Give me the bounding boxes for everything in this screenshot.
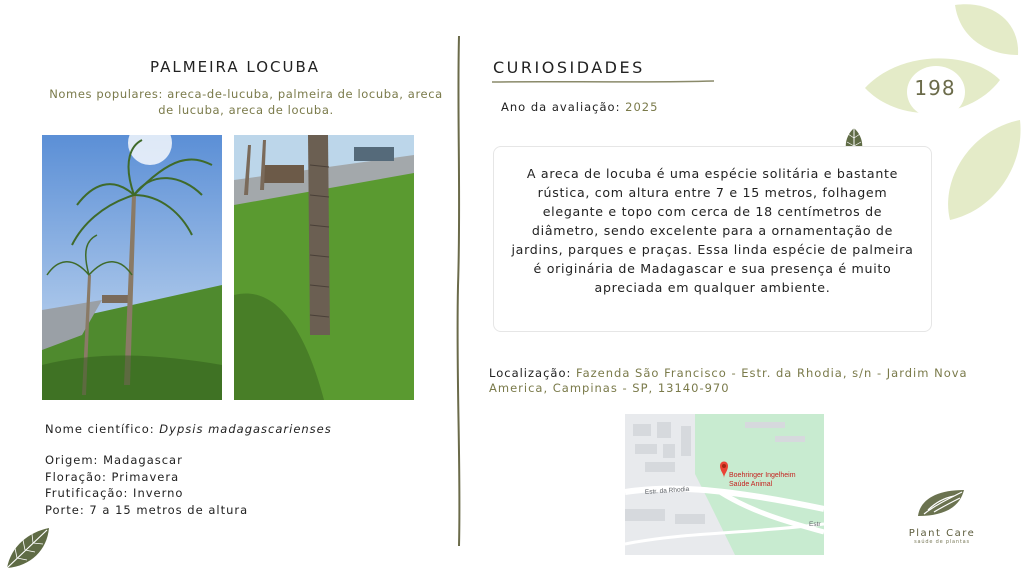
plant-size: Porte: 7 a 15 metros de altura [45, 503, 249, 517]
year-label: Ano da avaliação: [501, 100, 626, 114]
palm-photo-1 [42, 135, 222, 400]
popular-names: Nomes populares: areca-de-lucuba, palmeira de locuba, areca de lucuba, areca de locuba. [49, 87, 443, 117]
location [489, 366, 979, 396]
evaluation-year [501, 100, 658, 114]
leaf-icon [3, 526, 51, 572]
origin: Origem: Madagascar [45, 453, 183, 467]
plant-title: PALMEIRA LOCUBA [149, 58, 321, 76]
map-road-label-2: Estr [809, 521, 821, 528]
year-value: 2025 [625, 100, 659, 114]
brand-name: Plant Care [908, 528, 976, 539]
title-underline [492, 80, 714, 84]
map-place-line1: Boehringer Ingelheim [729, 472, 796, 479]
map-road-label: Estr. da Rhodia [644, 485, 690, 496]
curiosities-title: CURIOSIDADES [493, 58, 645, 77]
brand-logo-icon [914, 488, 970, 520]
column-divider [455, 36, 463, 546]
palm-photo-2 [234, 135, 414, 400]
map-place-line2: Saúde Animal [729, 481, 773, 488]
brand-tagline: saúde de plantas [914, 539, 970, 545]
flowering: Floração: Primavera [45, 470, 180, 484]
location-map[interactable] [625, 414, 824, 555]
fruiting: Frutificação: Inverno [45, 486, 184, 500]
scientific-name [45, 422, 332, 436]
location-value: Fazenda São Francisco - Estr. da Rhodia, s/n - Jardim Nova America, Campinas - SP, 13140-970 [489, 366, 968, 395]
brand [902, 488, 982, 545]
page-number: 198 [914, 76, 956, 100]
scientific-label: Nome científico: [45, 422, 160, 436]
curiosity-text: A areca de locuba é uma espécie solitária e bastante rústica, com altura entre 7 e 15 metros, folhagem elegante e topo com cerca de 18 centímetros de diâmetro, sendo excelente para a ornamentação de jardins, parques e praças. Essa linda espécie de palmeira é originária de Madagascar e sua presença é muito apreciada em qualquer ambiente. [511, 166, 914, 295]
location-label: Localização: [489, 366, 577, 380]
scientific-name-value: Dypsis madagascarienses [159, 422, 332, 436]
